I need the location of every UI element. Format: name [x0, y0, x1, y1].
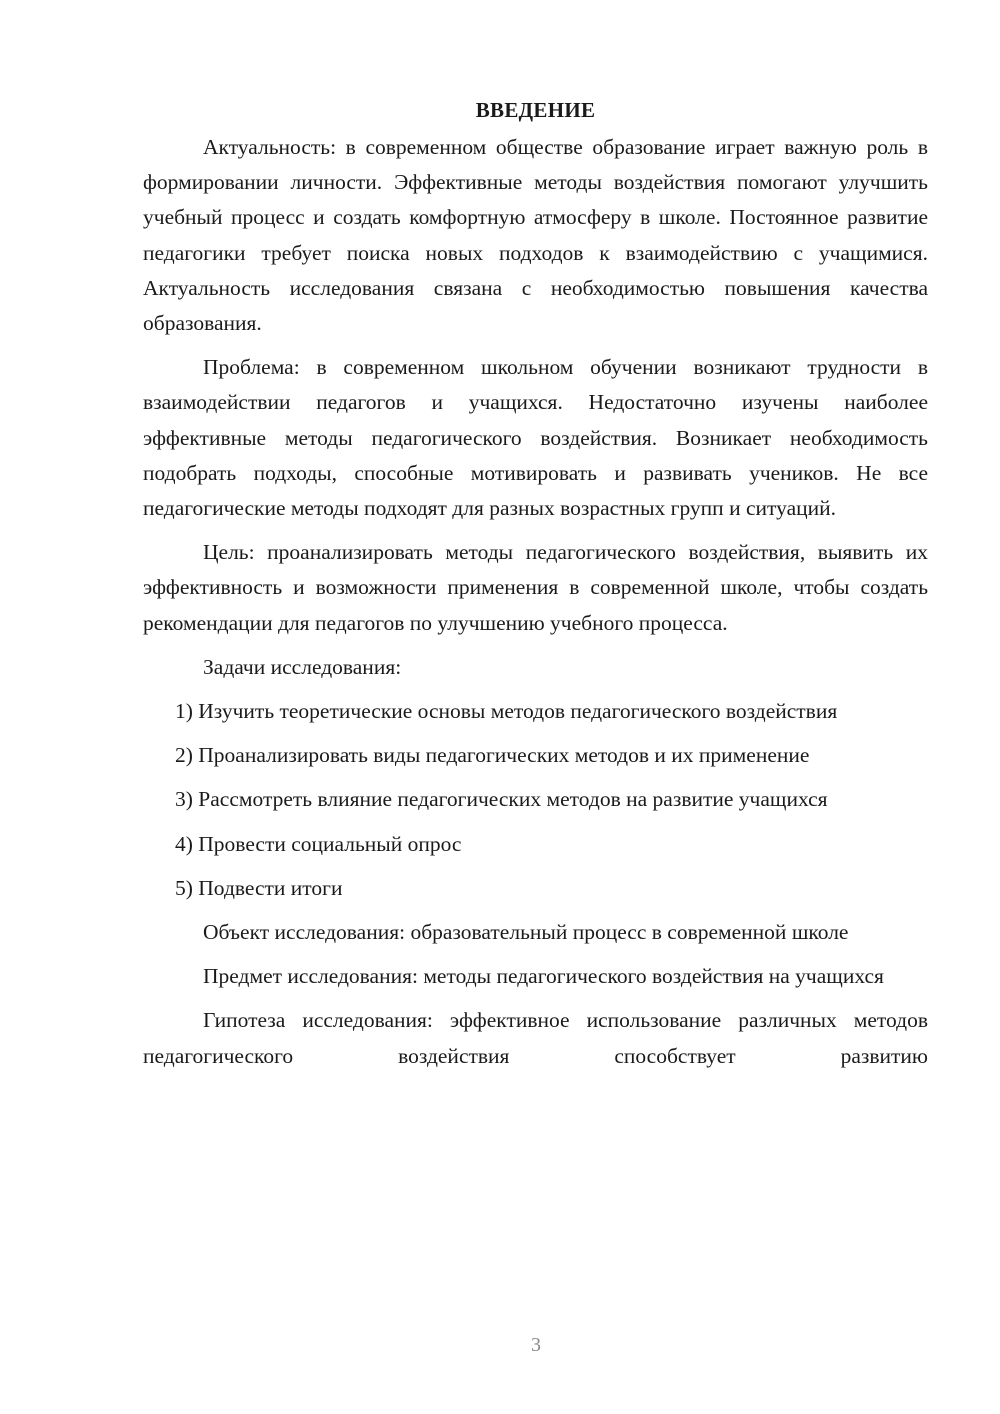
paragraph-hypothesis: Гипотеза исследования: эффективное использование различных методов педагогического воздействия способствует развитию: [143, 1008, 928, 1068]
task-item-4: 4) Провести социальный опрос: [175, 831, 462, 856]
task-item-5: 5) Подвести итоги: [175, 875, 343, 900]
page-number: 3: [531, 1334, 541, 1356]
task-item-1: 1) Изучить теоретические основы методов педагогического воздействия: [175, 699, 838, 724]
paragraph-object: Объект исследования: образовательный процесс в современной школе: [203, 920, 849, 945]
paragraph-relevance: Актуальность: в современном обществе образование играет важную роль в формировании личности. Эффективные методы воздействия помогают улучшить учебный процесс и создать комфортную атмосферу в школе. Постоянное развитие педагогики требует поиска новых подходов к взаимодействию с учащимися. Актуальность исследования связана с необходимостью повышения качества образования.: [143, 135, 928, 336]
paragraph-problem: Проблема: в современном школьном обучении возникают трудности в взаимодействии педагогов и учащихся. Недостаточно изучены наиболее эффективные методы педагогического воздействия. Возникает необходимость подобрать подходы, способные мотивировать и развивать учеников. Не все педагогические методы подходят для разных возрастных групп и ситуаций.: [143, 355, 928, 521]
task-item-3: 3) Рассмотреть влияние педагогических методов на развитие учащихся: [175, 787, 828, 812]
section-title: ВВЕДЕНИЕ: [475, 98, 596, 122]
task-item-2: 2) Проанализировать виды педагогических методов и их применение: [175, 743, 810, 768]
tasks-heading: Задачи исследования:: [203, 654, 402, 679]
paragraph-subject: Предмет исследования: методы педагогического воздействия на учащихся: [203, 964, 884, 989]
page-content: [143, 92, 928, 1083]
paragraph-goal: Цель: проанализировать методы педагогического воздействия, выявить их эффективность и возможности применения в современной школе, чтобы создать рекомендации для педагогов по улучшению учебного процесса.: [143, 540, 928, 635]
